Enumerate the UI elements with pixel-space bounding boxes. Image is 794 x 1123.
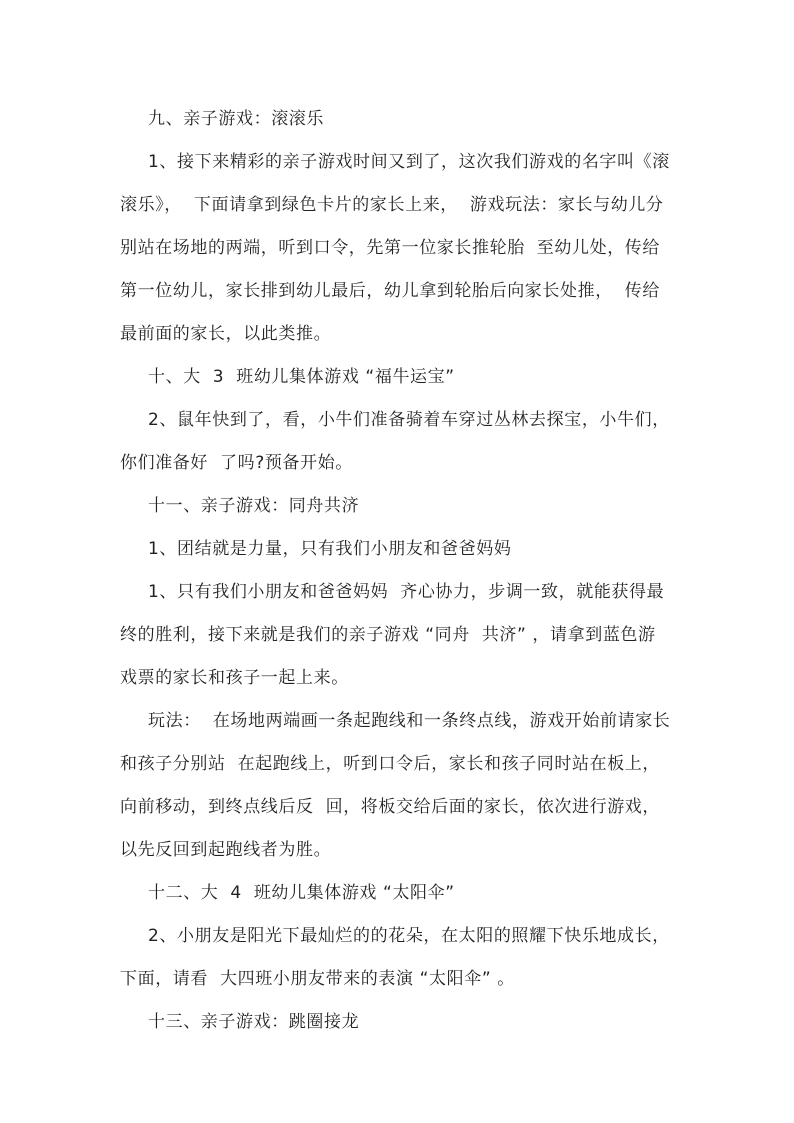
section-heading-9: 九、亲子游戏：滚滚乐 [148, 109, 324, 129]
paragraph-line: 玩法： 在场地两端画一条起跑线和一条终点线，游戏开始前请家长 [148, 711, 671, 731]
paragraph-line: 向前移动，到终点线后反 回，将板交给后面的家长，依次进行游戏， [120, 797, 661, 817]
paragraph-line: 别站在场地的两端，听到口令，先第一位家长推轮胎 至幼儿处，传给 [120, 238, 661, 258]
paragraph-line: 最前面的家长，以此类推。 [120, 324, 332, 344]
paragraph-line: 2、小朋友是阳光下最灿烂的的花朵，在太阳的照耀下快乐地成长， [148, 926, 670, 946]
paragraph-line: 和孩子分别站 在起跑线上，听到口令后，家长和孩子同时站在板上， [120, 754, 661, 774]
paragraph-line: 1、团结就是力量，只有我们小朋友和爸爸妈妈 [148, 539, 512, 559]
section-heading-11: 十一、亲子游戏：同舟共济 [148, 496, 360, 516]
paragraph-line: 第一位幼儿，家长排到幼儿最后，幼儿拿到轮胎后向家长处推， 传给 [120, 281, 661, 301]
paragraph-line: 终的胜利，接下来就是我们的亲子游戏 “同舟 共济” ，请拿到蓝色游 [120, 625, 656, 645]
paragraph-line: 以先反回到起跑线者为胜。 [120, 840, 332, 860]
paragraph-line: 滚乐》， 下面请拿到绿色卡片的家长上来， 游戏玩法：家长与幼儿分 [120, 195, 664, 215]
paragraph-line: 戏票的家长和孩子一起上来。 [120, 668, 349, 688]
section-heading-13: 十三、亲子游戏：跳圈接龙 [148, 1012, 360, 1032]
paragraph-line: 1、只有我们小朋友和爸爸妈妈 齐心协力，步调一致，就能获得最 [148, 582, 665, 602]
paragraph-line: 1、接下来精彩的亲子游戏时间又到了，这次我们游戏的名字叫《滚 [148, 152, 670, 172]
section-heading-10: 十、大 3 班幼儿集体游戏 “福牛运宝” [148, 367, 455, 387]
paragraph-line: 下面，请看 大四班小朋友带来的表演 “太阳伞” 。 [120, 969, 515, 989]
section-heading-12: 十二、大 4 班幼儿集体游戏 “太阳伞” [148, 883, 455, 903]
paragraph-line: 2、鼠年快到了，看，小牛们准备骑着车穿过丛林去探宝，小牛们， [148, 410, 670, 430]
paragraph-line: 你们准备好 了吗?预备开始。 [120, 453, 353, 473]
